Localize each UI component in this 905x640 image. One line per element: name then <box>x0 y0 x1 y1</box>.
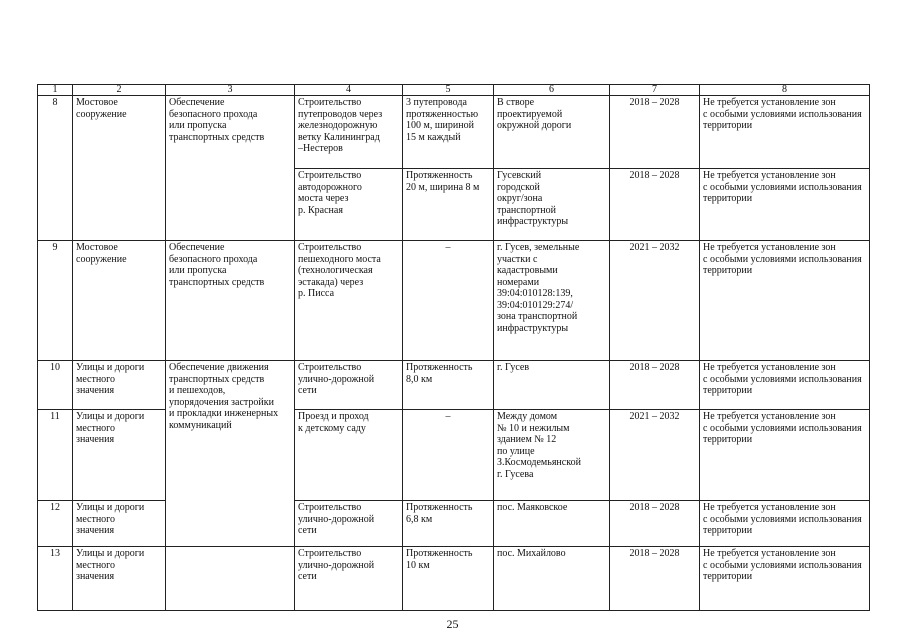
zone-requirements: Не требуется установление зон с особыми условиями использования территории <box>700 96 870 169</box>
object-name: Мостовое сооружение <box>73 241 166 361</box>
object-purpose: Обеспечение безопасного прохода или пропуска транспортных средств <box>166 241 295 361</box>
zone-requirements: Не требуется установление зон с особыми условиями использования территории <box>700 361 870 410</box>
object-location: г. Гусев <box>494 361 610 410</box>
table-row <box>38 361 870 410</box>
zone-requirements: Не требуется установление зон с особыми условиями использования территории <box>700 241 870 361</box>
object-name: Улицы и дороги местного значения <box>73 410 166 501</box>
table-row <box>38 410 870 501</box>
page-number: 25 <box>446 617 459 631</box>
row-number: 12 <box>38 501 73 547</box>
planned-objects-table <box>37 84 870 611</box>
header-row <box>38 85 870 96</box>
object-location: Гусевский городской округ/зона транспортной инфраструктуры <box>494 169 610 241</box>
object-purpose-empty <box>166 547 295 611</box>
zone-requirements: Не требуется установление зон с особыми условиями использования территории <box>700 410 870 501</box>
implementation-period: 2018 – 2028 <box>610 501 700 547</box>
object-parameters: Протяженность 20 м, ширина 8 м <box>403 169 494 241</box>
object-parameters: – <box>403 241 494 361</box>
table-row <box>38 547 870 611</box>
work-description: Строительство автодорожного моста через р. Красная <box>295 169 403 241</box>
object-parameters: Протяженность 8,0 км <box>403 361 494 410</box>
row-number: 10 <box>38 361 73 410</box>
row-number: 9 <box>38 241 73 361</box>
object-location: г. Гусев, земельные участки с кадастровыми номерами 39:04:010128:139, 39:04:010129:274/ зона транспортной инфраструктуры <box>494 241 610 361</box>
header-cell: 2 <box>73 85 166 96</box>
zone-requirements: Не требуется установление зон с особыми условиями использования территории <box>700 501 870 547</box>
object-purpose: Обеспечение безопасного прохода или пропуска транспортных средств <box>166 96 295 241</box>
header-cell: 7 <box>610 85 700 96</box>
object-parameters: 3 путепровода протяженностью 100 м, шириной 15 м каждый <box>403 96 494 169</box>
header-cell: 3 <box>166 85 295 96</box>
table-row <box>38 96 870 169</box>
header-cell: 8 <box>700 85 870 96</box>
object-location: Между домом № 10 и нежилым зданием № 12 по улице З.Космодемьянской г. Гусева <box>494 410 610 501</box>
implementation-period: 2018 – 2028 <box>610 547 700 611</box>
zone-requirements: Не требуется установление зон с особыми условиями использования территории <box>700 169 870 241</box>
table-row <box>38 501 870 547</box>
row-number: 13 <box>38 547 73 611</box>
object-parameters: – <box>403 410 494 501</box>
work-description: Строительство путепроводов через железнодорожную ветку Калининград –Нестеров <box>295 96 403 169</box>
object-parameters: Протяженность 10 км <box>403 547 494 611</box>
work-description: Строительство пешеходного моста (технологическая эстакада) через р. Писса <box>295 241 403 361</box>
object-location: пос. Михайлово <box>494 547 610 611</box>
table-row <box>38 241 870 361</box>
zone-requirements: Не требуется установление зон с особыми условиями использования территории <box>700 547 870 611</box>
work-description: Строительство улично-дорожной сети <box>295 547 403 611</box>
row-number: 8 <box>38 96 73 241</box>
object-location: В створе проектируемой окружной дороги <box>494 96 610 169</box>
object-name: Улицы и дороги местного значения <box>73 547 166 611</box>
implementation-period: 2021 – 2032 <box>610 410 700 501</box>
work-description: Строительство улично-дорожной сети <box>295 361 403 410</box>
object-parameters: Протяженность 6,8 км <box>403 501 494 547</box>
work-description: Проезд и проход к детскому саду <box>295 410 403 501</box>
object-name: Улицы и дороги местного значения <box>73 361 166 410</box>
work-description: Строительство улично-дорожной сети <box>295 501 403 547</box>
object-name: Улицы и дороги местного значения <box>73 501 166 547</box>
implementation-period: 2021 – 2032 <box>610 241 700 361</box>
object-name: Мостовое сооружение <box>73 96 166 241</box>
object-location: пос. Маяковское <box>494 501 610 547</box>
header-cell: 1 <box>38 85 73 96</box>
row-number: 11 <box>38 410 73 501</box>
implementation-period: 2018 – 2028 <box>610 169 700 241</box>
object-purpose: Обеспечение движения транспортных средств и пешеходов, упорядочения застройки и прокладки инженерных коммуникаций <box>166 361 295 547</box>
header-cell: 4 <box>295 85 403 96</box>
implementation-period: 2018 – 2028 <box>610 96 700 169</box>
header-cell: 6 <box>494 85 610 96</box>
implementation-period: 2018 – 2028 <box>610 361 700 410</box>
header-cell: 5 <box>403 85 494 96</box>
